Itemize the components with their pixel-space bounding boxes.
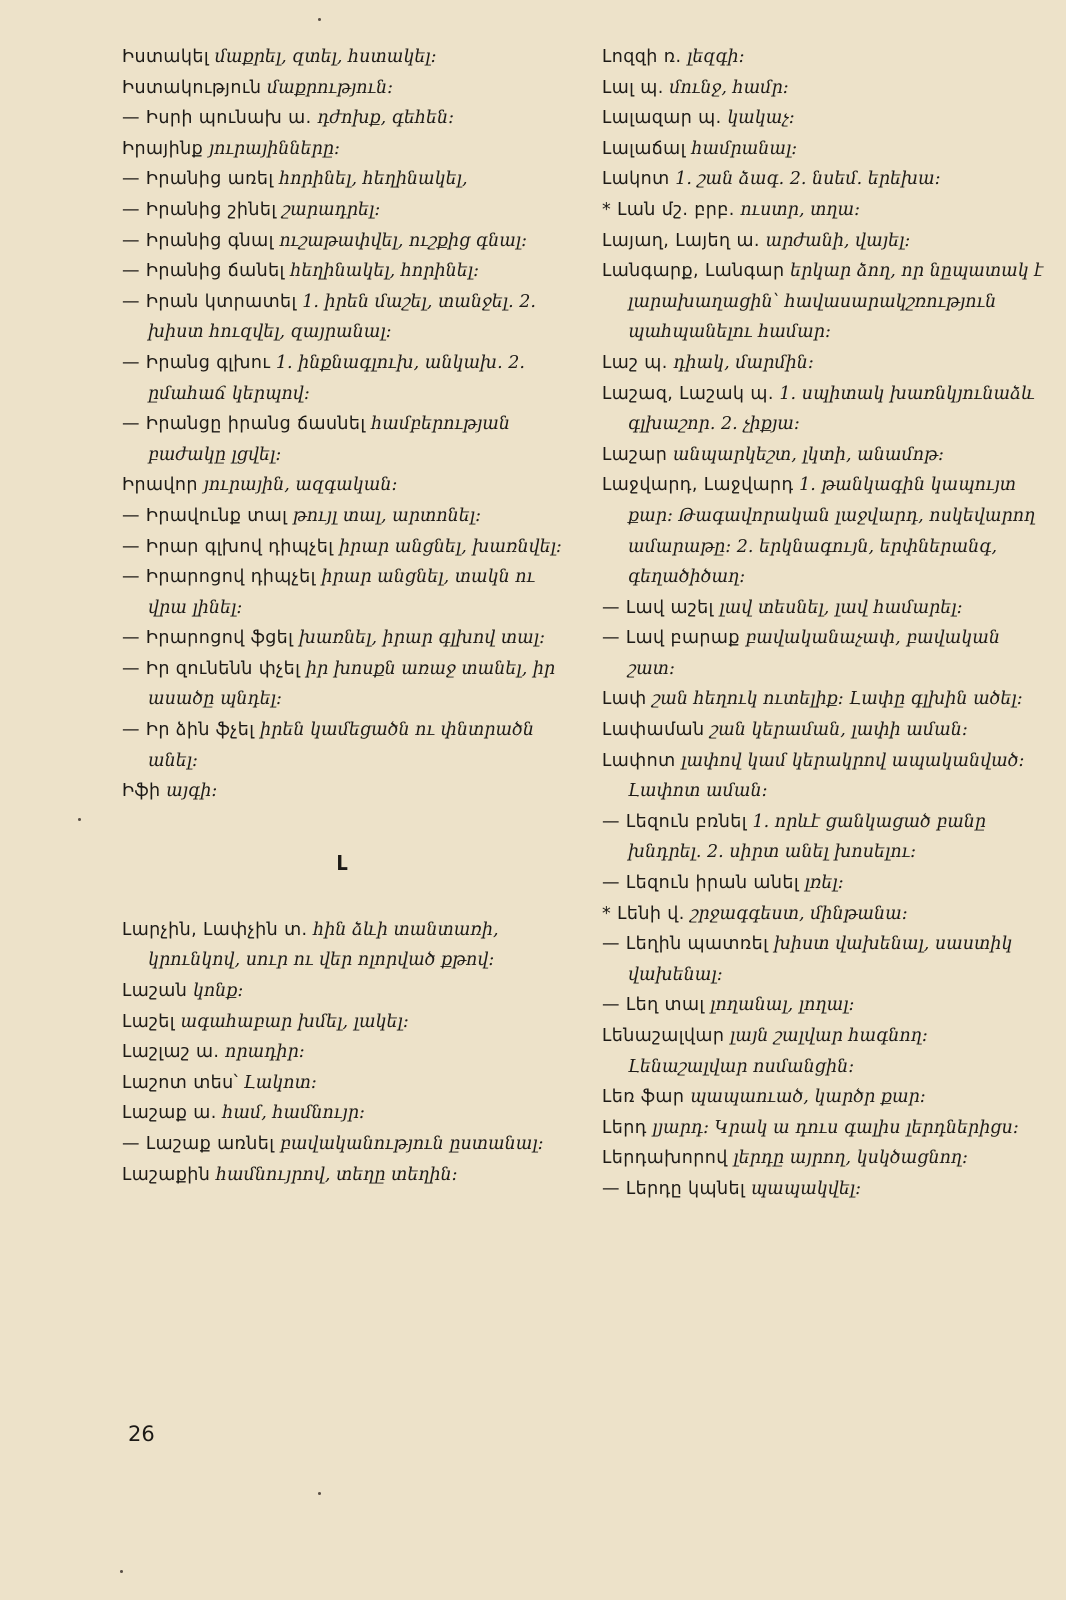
right-entries (602, 42, 1048, 1205)
entry-headword: Լաշաքին (122, 1164, 211, 1185)
entry-headword: — Լեզուն բռնել (602, 811, 747, 832)
entry-definition: լավ տեսնել, լավ համարել: (719, 597, 963, 618)
left-entries-after-letter (122, 915, 562, 1190)
entry-headword: Լաշլաշ ա. (122, 1042, 220, 1063)
entry-definition: համ, համնույր: (222, 1103, 365, 1124)
entry-definition: բավականաչափ, բավական շատ: (628, 628, 1000, 679)
right-column (602, 42, 1048, 1205)
entry-definition: իրար անցնել, խառնվել: (338, 536, 562, 557)
entry-headword: Լալազար պ. (602, 108, 722, 129)
dictionary-entry (122, 1007, 562, 1038)
dictionary-entry (602, 1174, 1048, 1205)
entry-headword: Իրայինք (122, 138, 204, 159)
left-entries (122, 42, 562, 807)
dictionary-entry (122, 287, 562, 348)
dictionary-entry (122, 1160, 562, 1191)
entry-headword: Լեռ ֆար (602, 1087, 685, 1108)
dictionary-entry (602, 226, 1048, 257)
entry-definition: մունջ, համր: (669, 77, 789, 98)
dictionary-entry (122, 164, 562, 195)
entry-headword: — Լեղին պատռել (602, 934, 769, 955)
dictionary-entry (602, 348, 1048, 379)
entry-headword: Լաջվարդ, Լաջվարդ (602, 475, 794, 496)
entry-headword: — Լավ աշել (602, 597, 714, 618)
paper-speck (318, 18, 321, 21)
dictionary-entry (602, 1021, 1048, 1082)
dictionary-entry (602, 746, 1048, 807)
paper-speck (318, 1492, 321, 1495)
dictionary-entry (602, 164, 1048, 195)
dictionary-entry (122, 532, 562, 563)
entry-definition: մաքրել, զտել, հստակել: (214, 47, 437, 67)
entry-headword: Լաշազ, Լաշակ պ. (602, 383, 774, 404)
entry-definition: իրեն կամեցածն ու փնտրածն անել: (148, 720, 534, 771)
dictionary-entry (122, 776, 562, 807)
entry-definition: 1. սպիտակ խառնկյունաձև գլխաշոր. 2. չիքյա: (628, 383, 1035, 435)
entry-headword: Իրավոր (122, 475, 198, 496)
entry-definition: Լակոտ: (243, 1072, 317, 1093)
page-number: 26 (128, 1422, 155, 1446)
entry-definition: ուստր, տղա: (740, 199, 860, 220)
dictionary-entry (602, 868, 1048, 899)
entry-definition: լեզգի: (686, 47, 745, 67)
entry-definition: իրար անցնել, տակն ու վրա լինել: (148, 567, 536, 618)
entry-headword: — Իրանից առել (122, 169, 274, 190)
entry-headword: * Լենի վ. (602, 903, 685, 924)
entry-headword: — Իրարոցով դիպչել (122, 567, 316, 588)
entry-definition: լռել: (804, 873, 844, 894)
entry-definition: կոնք: (192, 981, 244, 1002)
dictionary-entry (122, 1129, 562, 1160)
entry-definition: համրանալ: (691, 138, 798, 159)
dictionary-entry (122, 256, 562, 287)
entry-headword: Լակոտ (602, 169, 670, 190)
entry-headword: Լաշան (122, 981, 188, 1002)
dictionary-entry (122, 226, 562, 257)
dictionary-entry (602, 42, 1048, 73)
entry-definition: անպարկեշտ, լկտի, անամոթ: (672, 444, 944, 465)
entry-definition: հորինել, հեղինակել, (279, 169, 468, 190)
dictionary-entry (122, 623, 562, 654)
entry-definition: լողանալ, լողալ: (710, 995, 855, 1016)
entry-definition: պապաուած, կարծր քար: (689, 1087, 926, 1108)
entry-definition: հեղինակել, հորինել: (290, 261, 480, 282)
entry-definition: իր խոսքն առաջ տանել, իր ասածը պնդել: (148, 658, 556, 710)
entry-definition: լերդը այրող, կսկծացնող: (733, 1148, 968, 1169)
dictionary-entry (122, 195, 562, 226)
entry-definition: լայն շալվար հագնող: Լենաշալվար ոսմանցին: (628, 1026, 928, 1077)
entry-definition: 1. ինքնագլուխ, անկախ. 2. ըմահաճ կերպով: (148, 352, 525, 404)
entry-headword: Լաշաք ա. (122, 1103, 217, 1124)
entry-headword: Իֆի (122, 781, 161, 802)
entry-headword: — Իրանցը իրանց ճասնել (122, 414, 366, 435)
entry-definition: երկար ձող, որ նըպատակ է լարախաղացին՝ հավասարակշռություն պահպանելու համար: (628, 261, 1044, 343)
entry-definition: լափով կամ կերակրով ապականված: Լափոտ աման: (628, 750, 1025, 802)
entry-definition: շրջագգեստ, մինթանա: (690, 903, 908, 924)
entry-definition: հին ձևի տանտառի, կրունկով, սուր ու վեր ոլորված քթով: (148, 919, 499, 971)
entry-headword: Լայաղ, Լայեղ ա. (602, 230, 760, 251)
entry-headword: — Լաշաք առնել (122, 1134, 275, 1154)
dictionary-entry (602, 899, 1048, 930)
entry-headword: — Իր ձին ֆչել (122, 720, 255, 741)
entry-definition: 1. իրեն մաշել, տանջել. 2. խիստ հուզվել, զայրանալ: (148, 291, 536, 343)
paper-speck (120, 1570, 123, 1573)
entry-headword: — Իրավունք տալ (122, 505, 288, 526)
dictionary-entry (602, 715, 1048, 746)
entry-headword: Լափոտ (602, 750, 676, 771)
dictionary-entry (602, 470, 1048, 592)
entry-headword: Լաշոտ տես՝ (122, 1072, 239, 1093)
entry-definition: այգի: (166, 781, 218, 802)
paper-speck (78, 818, 81, 821)
dictionary-entry (122, 134, 562, 165)
dictionary-entry (602, 1143, 1048, 1174)
dictionary-entry (602, 73, 1048, 104)
dictionary-entry (122, 42, 562, 73)
entry-definition: թույլ տալ, արտոնել: (292, 505, 482, 526)
entry-headword: — Լերդը կպնել (602, 1178, 746, 1199)
entry-definition: 1. շան ձագ. 2. նսեմ. երեխա: (675, 169, 941, 190)
dictionary-entry (602, 593, 1048, 624)
entry-headword: Լափաման (602, 720, 705, 741)
entry-definition: լյարդ: Կրակ ա դուս գալիս լերդներիցս: (652, 1117, 1019, 1138)
entry-headword: Լաշել (122, 1011, 175, 1032)
entry-definition: խառնել, իրար գլխով տալ: (298, 628, 545, 649)
dictionary-entry (602, 807, 1048, 868)
entry-headword: — Լավ բարաք (602, 628, 740, 649)
entry-definition: շան հեղուկ ուտելիք: Լափը գլխին ածել: (652, 689, 1023, 710)
entry-headword: Լաշ պ. (602, 352, 668, 373)
entry-headword: — Իրան կտրատել (122, 291, 297, 312)
dictionary-entry (122, 715, 562, 776)
dictionary-entry (602, 684, 1048, 715)
entry-definition: կակաչ: (727, 108, 795, 129)
entry-headword: — Լեզուն իրան անել (602, 873, 800, 894)
entry-definition: յուրայինները: (208, 138, 340, 159)
dictionary-entry (602, 929, 1048, 990)
entry-headword: Իստակել (122, 47, 210, 67)
entry-definition: համնույրով, տեղը տեղին: (215, 1164, 458, 1185)
dictionary-entry (122, 501, 562, 532)
dictionary-entry (122, 1037, 562, 1068)
entry-headword: Իստակություն (122, 77, 262, 98)
entry-headword: Լերդ (602, 1117, 647, 1138)
dictionary-entry (602, 623, 1048, 684)
entry-headword: Լափ (602, 689, 647, 710)
dictionary-entry (602, 1082, 1048, 1113)
dictionary-entry (122, 562, 562, 623)
entry-headword: Լոզզի ռ. (602, 47, 682, 67)
entry-definition: արժանի, վայել: (765, 230, 911, 251)
dictionary-entry (122, 348, 562, 409)
entry-headword: — Իր զունենն փչել (122, 658, 301, 679)
entry-headword: — Իրանից գնալ (122, 230, 274, 251)
entry-definition: բավականություն ըստանալ: (280, 1134, 544, 1154)
entry-definition: խիստ վախենալ, սաստիկ վախենալ: (628, 934, 1013, 985)
dictionary-entry (122, 915, 562, 976)
entry-definition: ագահաբար խմել, լակել: (180, 1011, 409, 1032)
entry-definition: որադիր: (224, 1042, 305, 1063)
entry-headword: — Իրանից ճանել (122, 261, 285, 282)
section-letter: Լ (336, 850, 348, 875)
dictionary-entry (122, 103, 562, 134)
dictionary-entry (602, 134, 1048, 165)
dictionary-entry (602, 103, 1048, 134)
entry-headword: — Իրանց գլխու (122, 352, 271, 373)
entry-definition: պապակվել: (750, 1178, 862, 1199)
entry-headword: — Իրանից շինել (122, 199, 277, 220)
dictionary-entry (122, 1098, 562, 1129)
dictionary-entry (122, 73, 562, 104)
entry-definition: շարադրել: (282, 199, 381, 220)
entry-headword: Լերդախորով (602, 1148, 728, 1169)
entry-definition: համբերության բաժակը լցվել: (148, 414, 511, 465)
dictionary-entry (122, 654, 562, 715)
entry-definition: 1. թանկագին կապույտ քար: Թագավորական լաջվարդ, ոսկեվարող ամարաթը: 2. երկնագույն, երփներանգ, գեղածիծաղ: (628, 475, 1036, 588)
entry-definition: դիակ, մարմին: (673, 352, 814, 373)
entry-definition: 1. որևէ ցանկացած բանը խնդրել. 2. սիրտ անել խոսելու: (628, 811, 987, 863)
dictionary-entry (602, 256, 1048, 348)
dictionary-entry (602, 440, 1048, 471)
entry-headword: — Իրար գլխով դիպչել (122, 536, 334, 557)
entry-headword: Լալ պ. (602, 77, 664, 98)
entry-headword: — Իրարոցով ֆցել (122, 628, 294, 649)
entry-headword: Լանգարք, Լանգար (602, 261, 785, 282)
dictionary-entry (122, 409, 562, 470)
left-column (122, 42, 562, 1190)
entry-headword: Լալաճալ (602, 138, 686, 159)
entry-definition: շան կերաման, լափի աման: (710, 720, 968, 741)
entry-headword: — Իսրի պունախ ա. (122, 108, 312, 129)
dictionary-entry (602, 195, 1048, 226)
entry-headword: Լարչին, Լափչին տ. (122, 919, 308, 940)
entry-definition: ուշաթափվել, ուշքից գնալ: (279, 230, 528, 251)
dictionary-entry (602, 379, 1048, 440)
entry-headword: * Լան մշ. բրբ. (602, 199, 735, 220)
entry-headword: — Լեղ տալ (602, 995, 705, 1016)
entry-definition: մաքրություն: (266, 77, 394, 98)
dictionary-entry (122, 470, 562, 501)
entry-definition: դժոխք, գեհեն: (317, 108, 455, 129)
entry-headword: Լենաշալվար (602, 1026, 725, 1046)
dictionary-entry (122, 1068, 562, 1099)
entry-definition: յուրային, ազգական: (203, 475, 398, 496)
dictionary-entry (122, 976, 562, 1007)
dictionary-entry (602, 1113, 1048, 1144)
entry-headword: Լաշար (602, 444, 668, 465)
dictionary-entry (602, 990, 1048, 1021)
